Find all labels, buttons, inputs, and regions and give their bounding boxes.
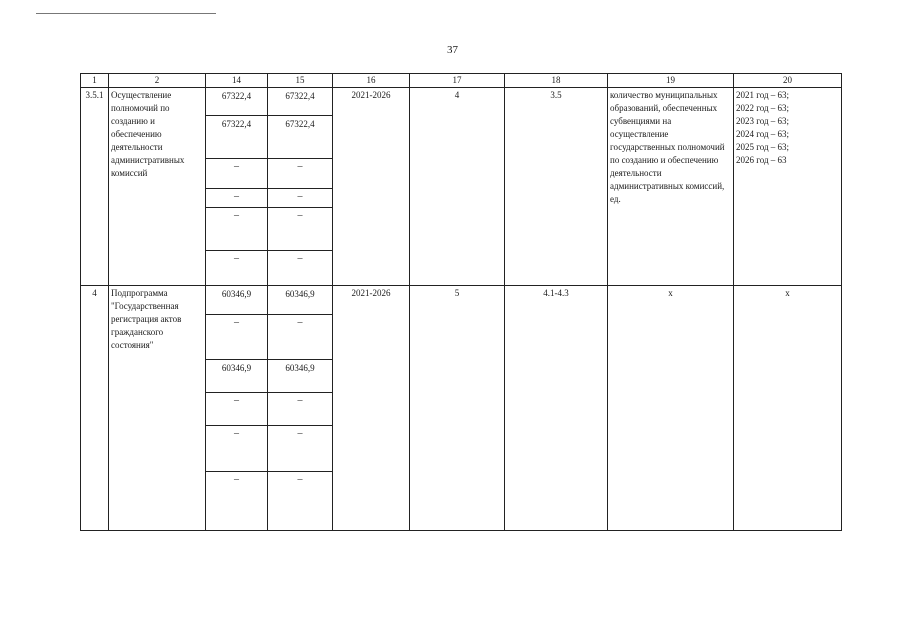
- funding-cell: 67322,4: [206, 116, 267, 159]
- funding-cell: –: [297, 474, 303, 485]
- target-line: 2023 год – 63;: [736, 116, 790, 126]
- col15-stack: [268, 286, 333, 531]
- funding-cell: –: [268, 189, 332, 208]
- funding-cell: –: [206, 208, 267, 251]
- target-line: 2025 год – 63;: [736, 142, 790, 152]
- funding-cell: 67322,4: [206, 88, 267, 116]
- funding-cell: 60346,9: [268, 286, 332, 315]
- header-cell: 2: [109, 74, 206, 88]
- indicator-cell: количество муниципальных образований, обеспеченных субвенциями на осуществление государственных полномочий по созданию и обеспечению деятельности административных комиссий, ед.: [608, 88, 734, 286]
- row-code: 3.5.1: [81, 88, 109, 286]
- col14-stack: [206, 88, 268, 286]
- funding-cell: 60346,9: [206, 360, 267, 393]
- row-name: Подпрограмма "Государственная регистрация актов гражданского состояния": [109, 286, 206, 531]
- row-name: Осуществление полномочий по созданию и обеспечению деятельности административных комиссий: [109, 88, 206, 286]
- funding-cell: –: [297, 253, 303, 264]
- funding-cell: –: [268, 315, 332, 360]
- header-cell: 15: [268, 74, 333, 88]
- funding-cell: –: [234, 474, 239, 485]
- funding-cell: –: [268, 393, 332, 426]
- period-cell: 2021-2026: [333, 88, 410, 286]
- target-line: 2024 год – 63;: [736, 129, 790, 139]
- header-cell: 19: [608, 74, 734, 88]
- target-line: 2026 год – 63: [736, 155, 787, 165]
- period-cell: 2021-2026: [333, 286, 410, 531]
- col15-stack: [268, 88, 333, 286]
- funding-cell: –: [206, 189, 267, 208]
- funding-cell: 60346,9: [268, 360, 332, 393]
- funding-cell: 60346,9: [206, 286, 267, 315]
- funding-cell: –: [268, 159, 332, 189]
- targets-cell: [734, 88, 842, 286]
- header-cell: 16: [333, 74, 410, 88]
- col18-cell: 3.5: [505, 88, 608, 286]
- funding-cell: –: [206, 393, 267, 426]
- header-row: [81, 74, 842, 88]
- funding-cell: –: [206, 426, 267, 472]
- funding-cell: –: [206, 315, 267, 360]
- indicator-cell: х: [608, 286, 734, 531]
- funding-cell: –: [268, 426, 332, 472]
- top-rule: [36, 13, 216, 14]
- col14-stack: [206, 286, 268, 531]
- funding-cell: 67322,4: [268, 116, 332, 159]
- col17-cell: 4: [410, 88, 505, 286]
- col18-cell: 4.1-4.3: [505, 286, 608, 531]
- header-cell: 20: [734, 74, 842, 88]
- page-number: 37: [447, 44, 458, 56]
- row-code: 4: [81, 286, 109, 531]
- targets-cell: х: [734, 286, 842, 531]
- data-table: [80, 73, 842, 531]
- funding-cell: –: [206, 159, 267, 189]
- funding-cell: –: [268, 208, 332, 251]
- header-cell: 18: [505, 74, 608, 88]
- funding-cell: –: [234, 253, 239, 264]
- table-row: [81, 286, 842, 531]
- table-row: [81, 88, 842, 286]
- header-cell: 17: [410, 74, 505, 88]
- header-cell: 1: [81, 74, 109, 88]
- funding-cell: 67322,4: [268, 88, 332, 116]
- col17-cell: 5: [410, 286, 505, 531]
- target-line: 2021 год – 63;: [736, 90, 790, 100]
- target-line: 2022 год – 63;: [736, 103, 790, 113]
- header-cell: 14: [206, 74, 268, 88]
